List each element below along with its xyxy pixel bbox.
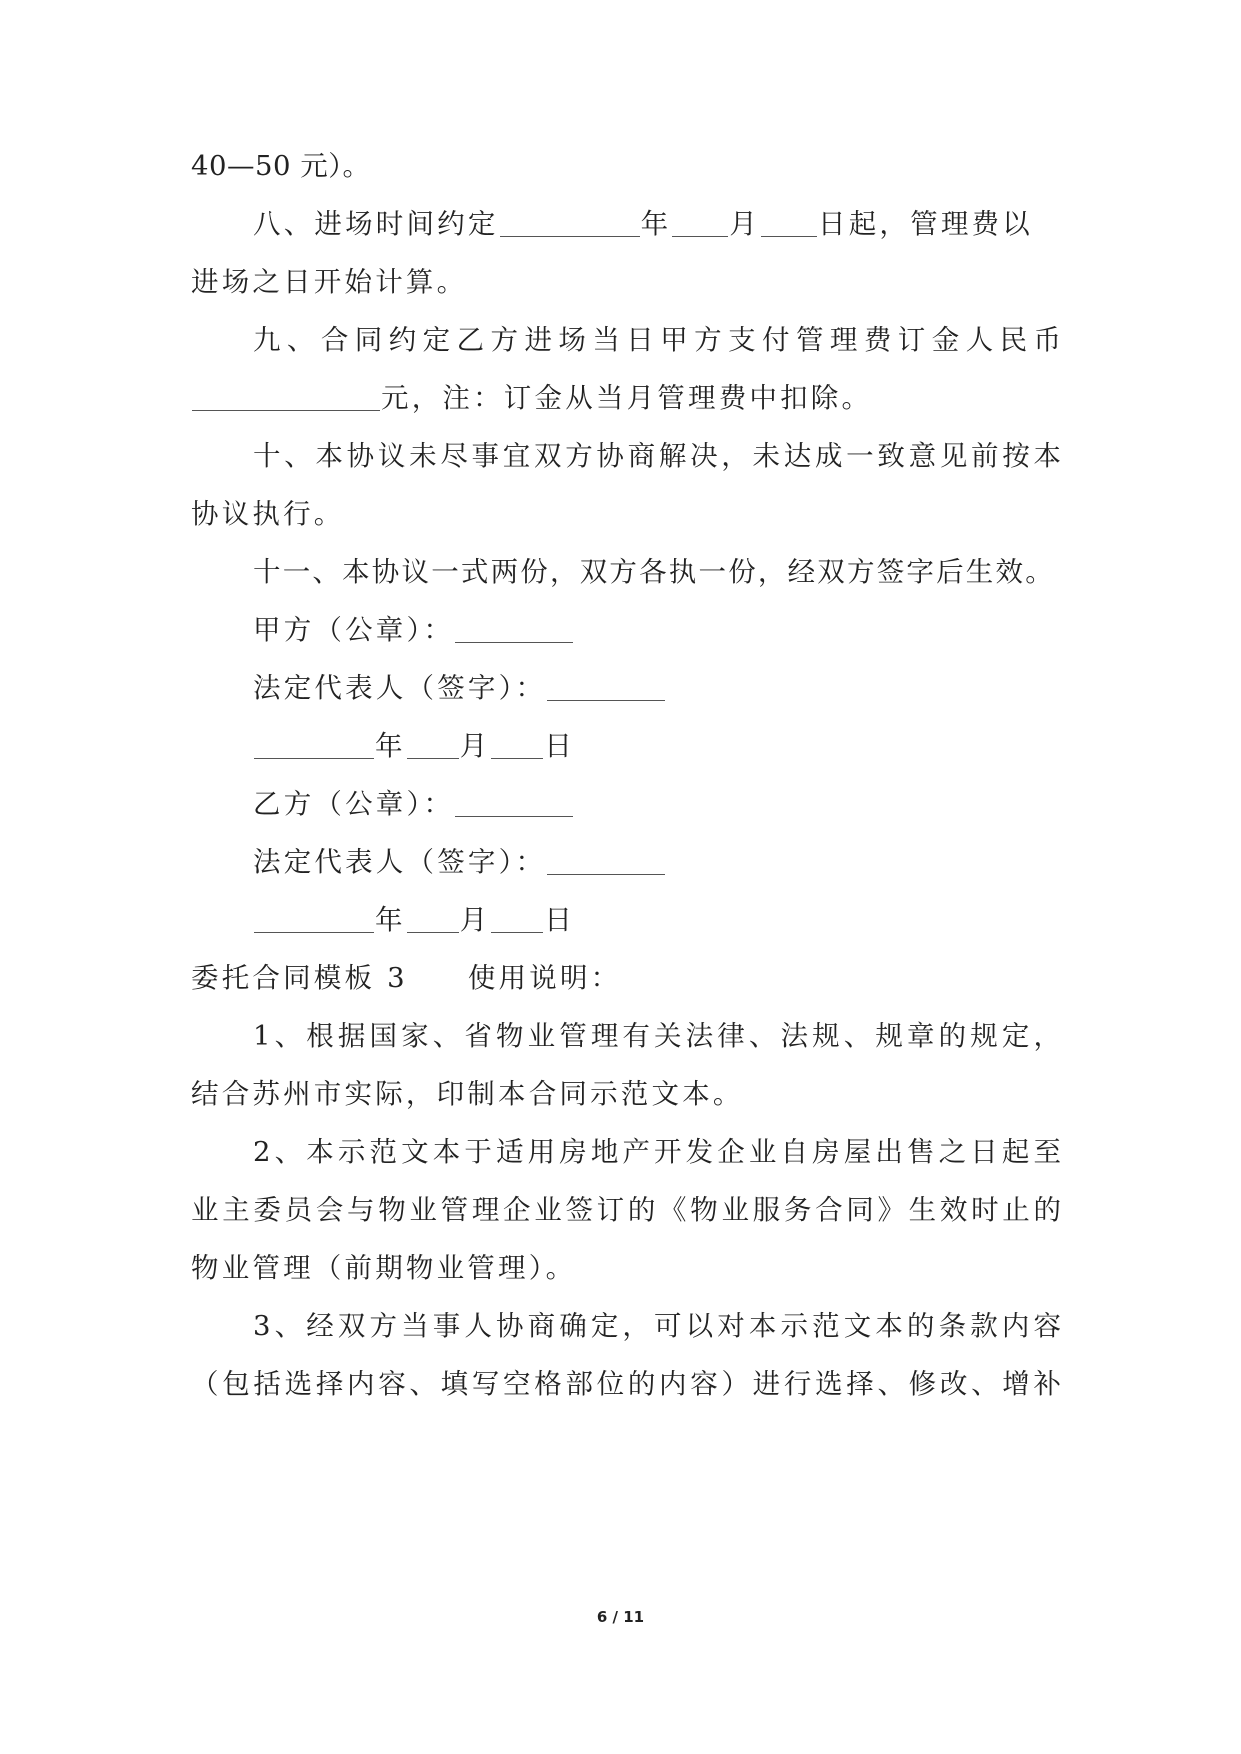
text-line: 进场之日开始计算。 <box>191 266 468 298</box>
blank-field <box>547 848 665 875</box>
blank-field <box>547 674 665 701</box>
text-line: 结合苏州市实际，印制本合同示范文本。 <box>191 1078 744 1110</box>
text-line: 2、本示范文本于适用房地产开发企业自房屋出售之日起至 <box>253 1136 1061 1168</box>
rep-b-sign-line: 法定代表人（签字）： <box>253 842 1061 882</box>
text-line: 业主委员会与物业管理企业签订的《物业服务合同》生效时止的 <box>191 1194 1061 1226</box>
section-heading <box>191 958 1061 998</box>
blank-field <box>455 790 573 817</box>
blank-field <box>491 906 543 933</box>
clause-8-line: 八、进场时间约定 年 月 日起，管理费以 <box>253 208 1033 240</box>
text-line: 协议执行。 <box>191 498 345 530</box>
clause-9-line: 元，注：订金从当月管理费中扣除。 <box>191 378 1061 418</box>
rep-a-sign-line: 法定代表人（签字）： <box>253 668 1061 708</box>
date-line: 年 月 日 <box>253 900 1061 940</box>
blank-field <box>455 616 573 643</box>
section-title: 委托合同模板 3 <box>191 962 408 994</box>
blank-field <box>254 732 374 759</box>
text-line: 九、合同约定乙方进场当日甲方支付管理费订金人民币 <box>253 324 1061 356</box>
blank-field <box>192 384 380 411</box>
blank-field <box>407 732 459 759</box>
blank-field <box>500 210 640 237</box>
blank-field <box>672 210 728 237</box>
text-line: 40—50 元）。 <box>191 150 371 182</box>
text-line: 3、经双方当事人协商确定，可以对本示范文本的条款内容 <box>253 1310 1061 1342</box>
blank-field <box>491 732 543 759</box>
blank-field <box>254 906 374 933</box>
date-line: 年 月 日 <box>253 726 1061 766</box>
instructions-label: 使用说明： <box>467 962 622 994</box>
text-line: 1、根据国家、省物业管理有关法律、法规、规章的规定， <box>253 1020 1061 1052</box>
text-line: 物业管理（前期物业管理）。 <box>191 1252 577 1284</box>
party-a-seal-line: 甲方（公章）： <box>253 610 1061 650</box>
text-line: （包括选择内容、填写空格部位的内容）进行选择、修改、增补 <box>191 1368 1061 1400</box>
blank-field <box>407 906 459 933</box>
text-line: 十、本协议未尽事宜双方协商解决，未达成一致意见前按本 <box>253 440 1061 472</box>
party-b-seal-line: 乙方（公章）： <box>253 784 1061 824</box>
page-number: 6 / 11 <box>596 1608 645 1626</box>
text-line: 十一、本协议一式两份，双方各执一份，经双方签字后生效。 <box>253 556 1055 588</box>
blank-field <box>761 210 817 237</box>
